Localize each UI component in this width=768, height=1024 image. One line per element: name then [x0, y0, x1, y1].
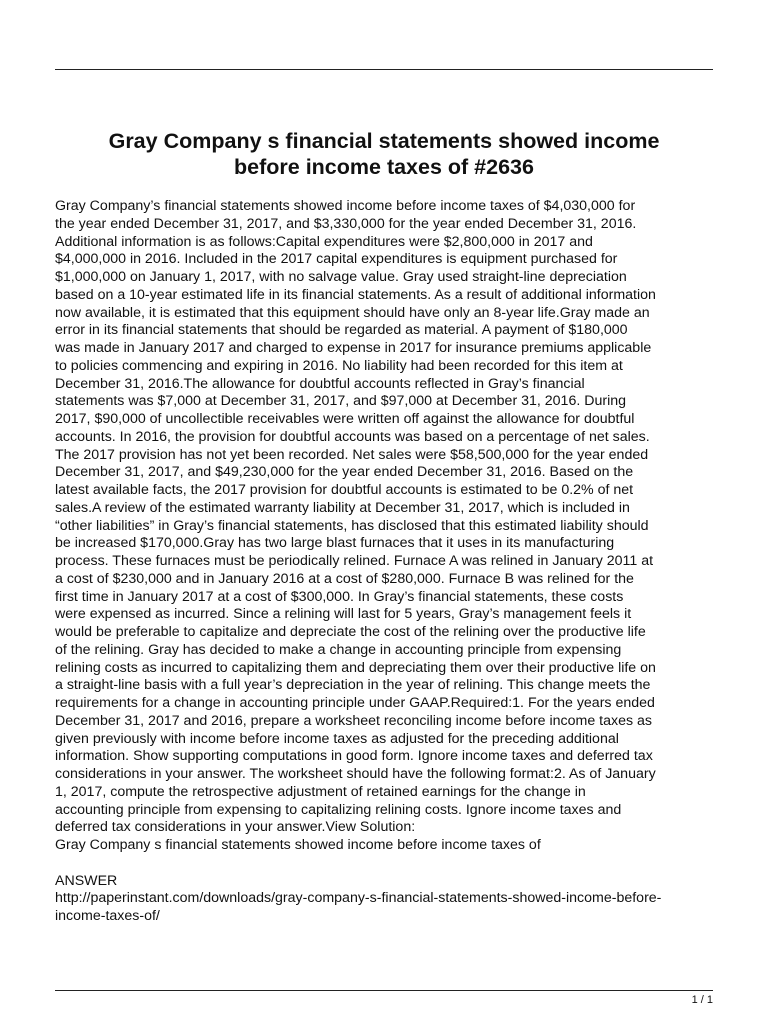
paragraph-spacer	[55, 855, 719, 873]
body-line: $4,000,000 in 2016. Included in the 2017 capital expenditures is equipment purchased for	[55, 251, 618, 268]
body-line: Additional information is as follows:Capital expenditures were $2,800,000 in 2017 and	[55, 233, 593, 250]
body-line: process. These furnaces must be periodically relined. Furnace A was relined in January 2011 at	[55, 553, 654, 569]
answer-link[interactable]: http://paperinstant.com/downloads/gray-company-s-financial-statements-showed-income-before-	[55, 890, 662, 907]
body-line: December 31, 2017, and $49,230,000 for the year ended December 31, 2016. Based on the	[55, 464, 634, 481]
body-line: 1, 2017, compute the retrospective adjustment of retained earnings for the change in	[55, 783, 586, 800]
body-line: first time in January 2017 at a cost of $300,000. In Gray’s financial statements, these costs	[55, 588, 624, 605]
body-line: information. Show supporting computations in good form. Ignore income taxes and deferred tax	[55, 748, 653, 765]
body-line: accounts. In 2016, the provision for doubtful accounts was based on a percentage of net sales.	[55, 428, 650, 445]
body-line: was made in January 2017 and charged to expense in 2017 for insurance premiums applicable	[55, 340, 652, 356]
footer-rule	[55, 990, 713, 991]
body-line: the year ended December 31, 2017, and $3,330,000 for the year ended December 31, 2016.	[55, 215, 637, 232]
body-line: given previously with income before income taxes as adjusted for the preceding additional	[55, 730, 619, 747]
title-line-1: Gray Company s financial statements showed income	[108, 129, 660, 153]
body-line: relining costs as incurred to capitalizing them and depreciating them over their productive life on	[55, 659, 656, 676]
body-line: requirements for a change in accounting principle under GAAP.Required:1. For the years ended	[55, 695, 655, 711]
body-line: statements was $7,000 at December 31, 2017, and $97,000 at December 31, 2016. During	[55, 393, 627, 410]
answer-label: ANSWER	[55, 872, 118, 889]
body-line: Gray Company s financial statements showed income before income taxes of	[55, 837, 541, 853]
body-line: be increased $170,000.Gray has two large blast furnaces that it uses in its manufacturing	[55, 535, 615, 552]
body-line: Gray Company’s financial statements showed income before income taxes of $4,030,000 for	[55, 198, 636, 214]
body-line: accounting principle from expensing to capitalizing relining costs. Ignore income taxes and	[55, 801, 622, 818]
body-line: to policies commencing and expiring in 2016. No liability had been recorded for this item at	[55, 357, 623, 374]
body-line: 2017, $90,000 of uncollectible receivables were written off against the allowance for doubtful	[55, 411, 635, 427]
body-line: now available, it is estimated that this equipment should have only an 8-year life.Gray made an	[55, 304, 650, 321]
body-line: latest available facts, the 2017 provision for doubtful accounts is estimated to be 0.2% of net	[55, 482, 634, 498]
body-line: deferred tax considerations in your answer.View Solution:	[55, 819, 416, 836]
body-line: $1,000,000 on January 1, 2017, with no salvage value. Gray used straight-line depreciation	[55, 269, 627, 285]
header-rule	[55, 69, 713, 70]
body-line: The 2017 provision has not yet been recorded. Net sales were $58,500,000 for the year ended	[55, 446, 649, 463]
body-line: of the relining. Gray has decided to make a change in accounting principle from expensing	[55, 641, 622, 658]
body-line: “other liabilities” in Gray’s financial statements, has disclosed that this estimated liability should	[55, 517, 649, 534]
body-line: December 31, 2016.The allowance for doubtful accounts reflected in Gray’s financial	[55, 375, 585, 392]
answer-link[interactable]: income-taxes-of/	[55, 908, 160, 924]
document-title	[55, 128, 713, 180]
body-line: December 31, 2017 and 2016, prepare a worksheet reconciling income before income taxes as	[55, 712, 653, 729]
body-line: based on a 10-year estimated life in its financial statements. As a result of additional information	[55, 286, 656, 303]
title-line-2: before income taxes of #2636	[234, 155, 534, 179]
page-number: 1 / 1	[691, 994, 713, 1006]
body-line: considerations in your answer. The worksheet should have the following format:2. As of January	[55, 766, 656, 782]
body-line: were expensed as incurred. Since a relining will last for 5 years, Gray’s management feels it	[55, 606, 632, 623]
body-line: a straight-line basis with a full year’s depreciation in the year of relining. This change meets the	[55, 677, 651, 694]
body-line: a cost of $230,000 and in January 2016 at a cost of $280,000. Furnace B was relined for the	[55, 570, 634, 587]
body-line: sales.A review of the estimated warranty liability at December 31, 2017, which is included in	[55, 499, 630, 516]
document-body	[55, 198, 719, 926]
body-line: would be preferable to capitalize and depreciate the cost of the relining over the productive life	[55, 624, 646, 640]
body-line: error in its financial statements that should be regarded as material. A payment of $180,000	[55, 322, 628, 339]
